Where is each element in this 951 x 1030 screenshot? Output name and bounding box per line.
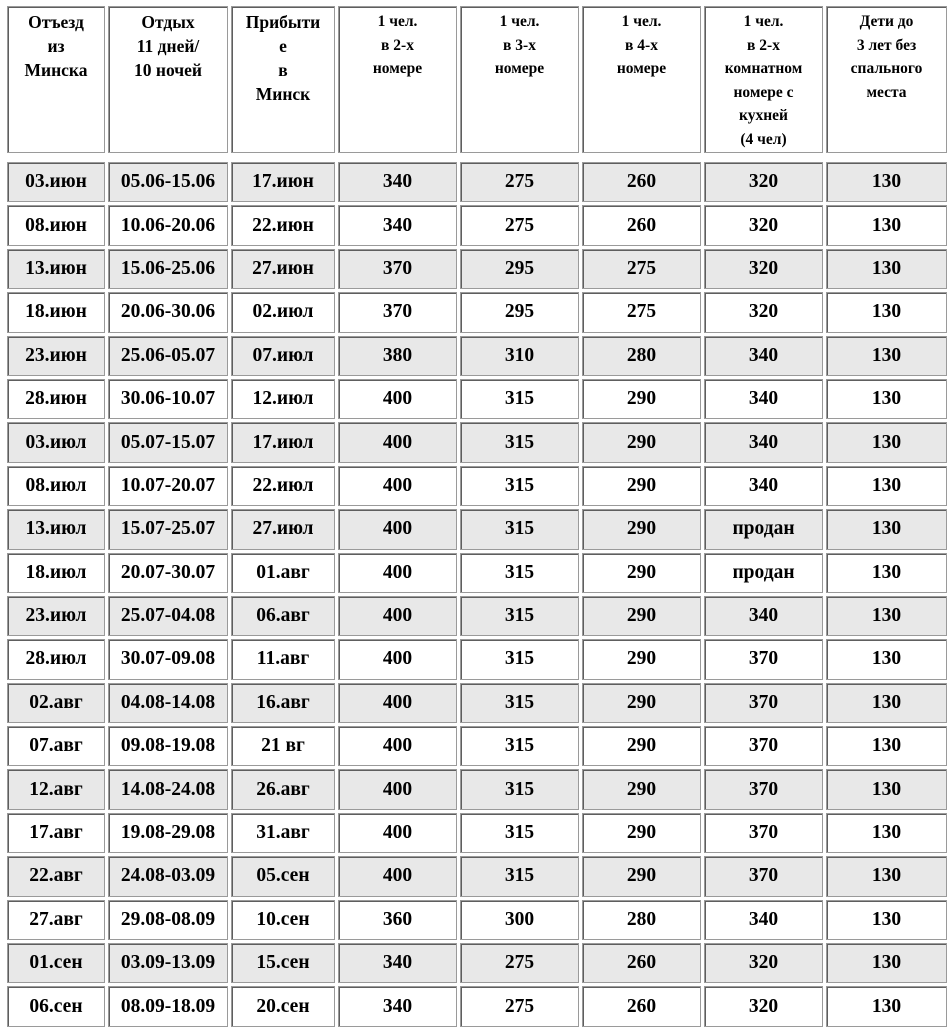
- price-quad-room-header: 1 чел. в 4-х номере: [582, 6, 701, 153]
- departure-date-cell: 28.июл: [7, 639, 105, 679]
- vacation-period-cell: 20.06-30.06: [108, 292, 228, 332]
- price-two-room-kitchen-cell: 340: [704, 596, 823, 636]
- price-two-room-kitchen-header: 1 чел. в 2-х комнатном номере с кухней (4 чел): [704, 6, 823, 153]
- table-row: [7, 422, 947, 462]
- price-double-room-cell: 380: [338, 336, 457, 376]
- departure-date-cell: 22.авг: [7, 856, 105, 896]
- departure-date-cell: 17.авг: [7, 813, 105, 853]
- arrival-date-cell: 06.авг: [231, 596, 335, 636]
- price-double-room-cell: 400: [338, 639, 457, 679]
- price-double-room-cell: 400: [338, 553, 457, 593]
- departure-minsk-header: Отъезд из Минска: [7, 6, 105, 153]
- arrival-date-cell: 11.авг: [231, 639, 335, 679]
- vacation-period-cell: 05.07-15.07: [108, 422, 228, 462]
- price-triple-room-cell: 315: [460, 466, 579, 506]
- table-row: [7, 986, 947, 1026]
- arrival-date-cell: 12.июл: [231, 379, 335, 419]
- departure-date-cell: 07.авг: [7, 726, 105, 766]
- departure-date-cell: 18.июл: [7, 553, 105, 593]
- price-triple-room-cell: 315: [460, 769, 579, 809]
- price-children-cell: 130: [826, 379, 947, 419]
- price-quad-room-cell: 290: [582, 509, 701, 549]
- departure-date-cell: 03.июл: [7, 422, 105, 462]
- price-children-cell: 130: [826, 900, 947, 940]
- vacation-period-cell: 10.07-20.07: [108, 466, 228, 506]
- vacation-period-cell: 19.08-29.08: [108, 813, 228, 853]
- vacation-period-cell: 05.06-15.06: [108, 162, 228, 202]
- price-two-room-kitchen-cell: 340: [704, 466, 823, 506]
- price-triple-room-cell: 315: [460, 856, 579, 896]
- vacation-period-header: Отдых 11 дней/ 10 ночей: [108, 6, 228, 153]
- price-double-room-cell: 400: [338, 683, 457, 723]
- price-two-room-kitchen-cell: 370: [704, 726, 823, 766]
- table-body: [7, 156, 947, 1027]
- price-double-room-cell: 340: [338, 162, 457, 202]
- vacation-period-cell: 09.08-19.08: [108, 726, 228, 766]
- price-two-room-kitchen-cell: 320: [704, 249, 823, 289]
- vacation-period-cell: 25.06-05.07: [108, 336, 228, 376]
- price-two-room-kitchen-cell: 370: [704, 639, 823, 679]
- price-double-room-cell: 360: [338, 900, 457, 940]
- price-children-cell: 130: [826, 205, 947, 245]
- price-children-cell: 130: [826, 596, 947, 636]
- table-row: [7, 336, 947, 376]
- price-triple-room-cell: 315: [460, 422, 579, 462]
- price-two-room-kitchen-cell: 320: [704, 943, 823, 983]
- table-header: [7, 6, 947, 153]
- price-triple-room-cell: 300: [460, 900, 579, 940]
- price-triple-room-cell: 315: [460, 596, 579, 636]
- price-two-room-kitchen-cell: 370: [704, 769, 823, 809]
- price-quad-room-cell: 260: [582, 205, 701, 245]
- vacation-period-cell: 15.07-25.07: [108, 509, 228, 549]
- price-double-room-cell: 400: [338, 466, 457, 506]
- departure-date-cell: 03.июн: [7, 162, 105, 202]
- price-triple-room-cell: 315: [460, 683, 579, 723]
- arrival-date-cell: 22.июн: [231, 205, 335, 245]
- arrival-date-cell: 16.авг: [231, 683, 335, 723]
- departure-date-cell: 02.авг: [7, 683, 105, 723]
- price-double-room-cell: 400: [338, 813, 457, 853]
- departure-date-cell: 18.июн: [7, 292, 105, 332]
- children-under-3-header: Дети до 3 лет без спального места: [826, 6, 947, 153]
- price-triple-room-cell: 295: [460, 249, 579, 289]
- price-quad-room-cell: 290: [582, 466, 701, 506]
- vacation-period-cell: 29.08-08.09: [108, 900, 228, 940]
- arrival-date-cell: 27.июн: [231, 249, 335, 289]
- price-triple-room-header: 1 чел. в 3-х номере: [460, 6, 579, 153]
- departure-date-cell: 01.сен: [7, 943, 105, 983]
- price-double-room-cell: 340: [338, 205, 457, 245]
- departure-date-cell: 13.июн: [7, 249, 105, 289]
- price-two-room-kitchen-cell: 320: [704, 292, 823, 332]
- price-triple-room-cell: 310: [460, 336, 579, 376]
- arrival-date-cell: 02.июл: [231, 292, 335, 332]
- table-row: [7, 249, 947, 289]
- price-children-cell: 130: [826, 509, 947, 549]
- price-triple-room-cell: 275: [460, 162, 579, 202]
- price-triple-room-cell: 275: [460, 943, 579, 983]
- price-double-room-cell: 400: [338, 422, 457, 462]
- price-quad-room-cell: 290: [582, 856, 701, 896]
- departure-date-cell: 06.сен: [7, 986, 105, 1026]
- header-spacer-cell: [7, 156, 947, 159]
- price-quad-room-cell: 280: [582, 336, 701, 376]
- arrival-date-cell: 21 вг: [231, 726, 335, 766]
- price-children-cell: 130: [826, 162, 947, 202]
- price-double-room-cell: 400: [338, 856, 457, 896]
- price-triple-room-cell: 315: [460, 639, 579, 679]
- price-quad-room-cell: 290: [582, 379, 701, 419]
- arrival-date-cell: 15.сен: [231, 943, 335, 983]
- departure-date-cell: 23.июл: [7, 596, 105, 636]
- price-children-cell: 130: [826, 639, 947, 679]
- price-quad-room-cell: 290: [582, 553, 701, 593]
- price-children-cell: 130: [826, 726, 947, 766]
- vacation-period-cell: 08.09-18.09: [108, 986, 228, 1026]
- price-double-room-cell: 400: [338, 509, 457, 549]
- price-quad-room-cell: 260: [582, 162, 701, 202]
- price-two-room-kitchen-cell: 340: [704, 379, 823, 419]
- price-triple-room-cell: 315: [460, 379, 579, 419]
- departure-date-cell: 08.июн: [7, 205, 105, 245]
- arrival-date-cell: 20.сен: [231, 986, 335, 1026]
- price-triple-room-cell: 275: [460, 205, 579, 245]
- price-children-cell: 130: [826, 292, 947, 332]
- price-triple-room-cell: 315: [460, 813, 579, 853]
- table-row: [7, 162, 947, 202]
- arrival-date-cell: 07.июл: [231, 336, 335, 376]
- vacation-period-cell: 03.09-13.09: [108, 943, 228, 983]
- price-children-cell: 130: [826, 336, 947, 376]
- arrival-date-cell: 10.сен: [231, 900, 335, 940]
- price-two-room-kitchen-cell: 340: [704, 336, 823, 376]
- table-row: [7, 596, 947, 636]
- table-row: [7, 639, 947, 679]
- price-two-room-kitchen-cell: 320: [704, 986, 823, 1026]
- price-quad-room-cell: 260: [582, 943, 701, 983]
- price-quad-room-cell: 275: [582, 249, 701, 289]
- price-children-cell: 130: [826, 856, 947, 896]
- price-children-cell: 130: [826, 986, 947, 1026]
- price-quad-room-cell: 290: [582, 813, 701, 853]
- table-row: [7, 466, 947, 506]
- departure-date-cell: 28.июн: [7, 379, 105, 419]
- price-children-cell: 130: [826, 422, 947, 462]
- price-double-room-cell: 340: [338, 943, 457, 983]
- price-children-cell: 130: [826, 553, 947, 593]
- vacation-period-cell: 10.06-20.06: [108, 205, 228, 245]
- table-row: [7, 813, 947, 853]
- departure-date-cell: 12.авг: [7, 769, 105, 809]
- arrival-date-cell: 17.июн: [231, 162, 335, 202]
- arrival-date-cell: 05.сен: [231, 856, 335, 896]
- price-double-room-cell: 370: [338, 249, 457, 289]
- header-spacer: [7, 156, 947, 159]
- departure-date-cell: 23.июн: [7, 336, 105, 376]
- price-two-room-kitchen-cell: 370: [704, 813, 823, 853]
- table-row: [7, 553, 947, 593]
- price-double-room-cell: 400: [338, 596, 457, 636]
- price-quad-room-cell: 290: [582, 769, 701, 809]
- vacation-period-cell: 24.08-03.09: [108, 856, 228, 896]
- price-children-cell: 130: [826, 813, 947, 853]
- price-quad-room-cell: 290: [582, 683, 701, 723]
- price-double-room-header: 1 чел. в 2-х номере: [338, 6, 457, 153]
- price-quad-room-cell: 290: [582, 639, 701, 679]
- vacation-period-cell: 20.07-30.07: [108, 553, 228, 593]
- price-two-room-kitchen-cell: продан: [704, 553, 823, 593]
- price-quad-room-cell: 260: [582, 986, 701, 1026]
- price-children-cell: 130: [826, 769, 947, 809]
- price-triple-room-cell: 315: [460, 726, 579, 766]
- table-row: [7, 292, 947, 332]
- price-triple-room-cell: 315: [460, 553, 579, 593]
- table-row: [7, 683, 947, 723]
- price-double-room-cell: 400: [338, 379, 457, 419]
- arrival-date-cell: 26.авг: [231, 769, 335, 809]
- departure-date-cell: 27.авг: [7, 900, 105, 940]
- table-row: [7, 856, 947, 896]
- arrival-date-cell: 31.авг: [231, 813, 335, 853]
- vacation-period-cell: 30.06-10.07: [108, 379, 228, 419]
- arrival-date-cell: 27.июл: [231, 509, 335, 549]
- price-double-room-cell: 370: [338, 292, 457, 332]
- price-double-room-cell: 400: [338, 726, 457, 766]
- price-children-cell: 130: [826, 466, 947, 506]
- table-row: [7, 726, 947, 766]
- price-two-room-kitchen-cell: 320: [704, 205, 823, 245]
- table-row: [7, 205, 947, 245]
- table-row: [7, 769, 947, 809]
- table-row: [7, 509, 947, 549]
- departure-date-cell: 08.июл: [7, 466, 105, 506]
- arrival-date-cell: 22.июл: [231, 466, 335, 506]
- price-quad-room-cell: 290: [582, 422, 701, 462]
- price-quad-room-cell: 275: [582, 292, 701, 332]
- arrival-minsk-header: Прибыти е в Минск: [231, 6, 335, 153]
- table-row: [7, 900, 947, 940]
- price-two-room-kitchen-cell: 370: [704, 683, 823, 723]
- vacation-period-cell: 30.07-09.08: [108, 639, 228, 679]
- departure-date-cell: 13.июл: [7, 509, 105, 549]
- price-two-room-kitchen-cell: 340: [704, 422, 823, 462]
- price-triple-room-cell: 315: [460, 509, 579, 549]
- vacation-period-cell: 25.07-04.08: [108, 596, 228, 636]
- header-row: [7, 6, 947, 153]
- price-two-room-kitchen-cell: 320: [704, 162, 823, 202]
- price-two-room-kitchen-cell: 340: [704, 900, 823, 940]
- price-children-cell: 130: [826, 249, 947, 289]
- tour-price-table: [4, 3, 950, 1030]
- table-row: [7, 379, 947, 419]
- price-children-cell: 130: [826, 943, 947, 983]
- price-quad-room-cell: 290: [582, 726, 701, 766]
- price-quad-room-cell: 280: [582, 900, 701, 940]
- vacation-period-cell: 14.08-24.08: [108, 769, 228, 809]
- price-triple-room-cell: 275: [460, 986, 579, 1026]
- table-row: [7, 943, 947, 983]
- price-children-cell: 130: [826, 683, 947, 723]
- price-quad-room-cell: 290: [582, 596, 701, 636]
- price-two-room-kitchen-cell: продан: [704, 509, 823, 549]
- price-two-room-kitchen-cell: 370: [704, 856, 823, 896]
- arrival-date-cell: 01.авг: [231, 553, 335, 593]
- vacation-period-cell: 15.06-25.06: [108, 249, 228, 289]
- price-double-room-cell: 400: [338, 769, 457, 809]
- vacation-period-cell: 04.08-14.08: [108, 683, 228, 723]
- price-triple-room-cell: 295: [460, 292, 579, 332]
- price-double-room-cell: 340: [338, 986, 457, 1026]
- arrival-date-cell: 17.июл: [231, 422, 335, 462]
